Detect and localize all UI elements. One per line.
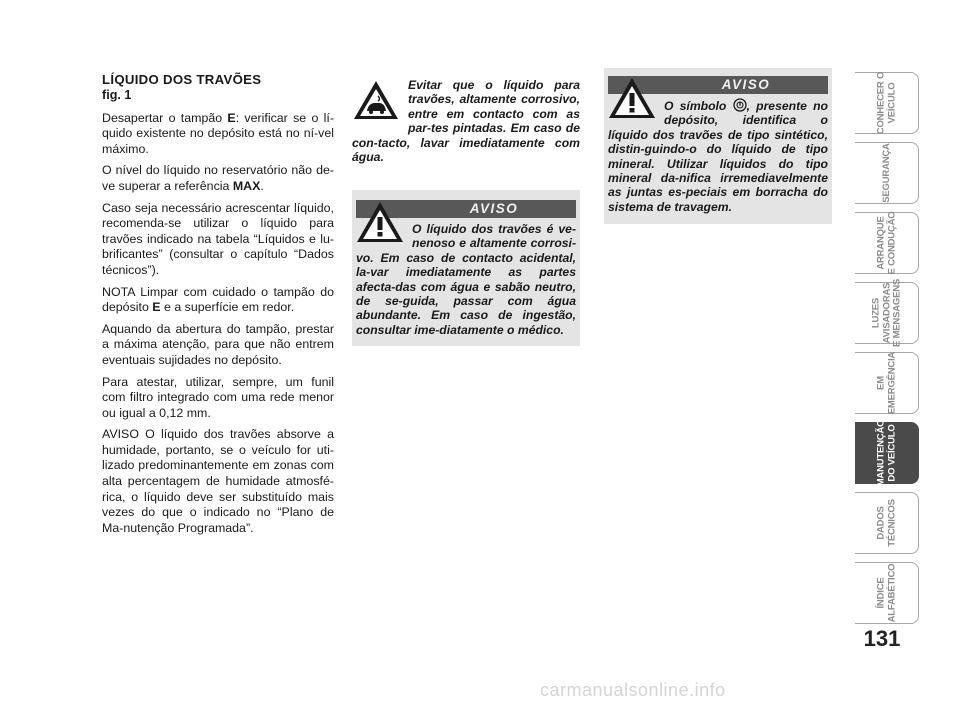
chapter-tab-label: MANUTENÇÃO DO VEÍCULO [875, 419, 897, 487]
cap-label-e-2: E [152, 300, 161, 315]
chapter-tab-label: ÍNDICE ALFABÉTICO [875, 563, 897, 623]
chapter-tab-label: CONHECER O VEÍCULO [875, 71, 897, 135]
symbol-warning-box [604, 68, 832, 224]
warning-triangle-icon [356, 200, 404, 244]
watermark: carmanualsonline.info [540, 680, 726, 700]
max-label: MAX [232, 178, 261, 193]
paragraph-1: Desapertar o tampão E: verificar se o lí-quido existente no depósito está no ní-vel máximo. [102, 110, 335, 156]
aviso-header: AVISO [608, 76, 828, 94]
chapter-tab-2[interactable] [855, 142, 919, 204]
chapter-tab-7[interactable] [855, 492, 919, 554]
chapter-tab-label: EM EMERGÊNCIA [875, 351, 897, 415]
poison-warning-text: O líquido dos travões é ve-nenoso e altamente corrosi-vo. Em caso de contacto acidental, la-var imediatamente as partes afecta-das com água e sabão neutro, de se-guida, passar com água abundante. Em caso de ingestão, consultar ime-diatamente o médico. [356, 222, 576, 337]
paragraph-7: AVISO O líquido dos travões absorve a humidade, portanto, se o veículo for uti-lizado predominantemente em zonas com alta percentagem de humidade atmosfé-rica, o líquido deve ser substituído mais vezes do que o indicado no “Plano de Ma-nutenção Programada”. [102, 427, 334, 535]
cap-label-e: E [227, 110, 236, 125]
section-title: LÍQUIDO DOS TRAVÕES [102, 72, 262, 87]
chapter-tab-label: LUZES AVISADORAS E MENSAGENS [869, 278, 902, 348]
chapter-tab-6[interactable] [855, 419, 919, 487]
paragraph-5: Aquando da abertura do tampão, prestar a máxima atenção, para que não entrem eventuais sujidades no depósito. [102, 321, 334, 367]
warning-triangle-icon [608, 76, 656, 120]
paragraph-6: Para atestar, utilizar, sempre, um funil com filtro integrado com uma rede menor ou igual a 0,12 mm. [102, 374, 334, 420]
chapter-tab-4[interactable] [855, 278, 919, 348]
paragraph-2: O nível do líquido no reservatório não de-ve superar a referência MAX. [102, 163, 334, 193]
chapter-tab-3[interactable] [855, 212, 919, 274]
paint-caution-text: Evitar que o líquido para travões, altamente corrosivo, entre em contacto com as par-tes pintadas. Em caso de con-tacto, lavar imediatamente com água. [352, 78, 580, 165]
paragraph-4: NOTA Limpar com cuidado o tampão do depósito E e a superfície em redor. [102, 284, 334, 315]
poison-warning-box [352, 190, 580, 346]
chapter-tab-label: DADOS TÉCNICOS [875, 499, 897, 547]
paint-caution-box [352, 72, 580, 172]
aviso-header: AVISO [356, 200, 576, 218]
car-paint-caution-icon [352, 78, 400, 122]
chapter-tab-5[interactable] [855, 352, 919, 414]
paragraph-3: Caso seja necessário acrescentar líquido, recomenda-se utilizar o líquido para travões indicado na tabela “Líquidos e lu-brificantes” (consultar o capítulo “Dados técnicos”). [102, 200, 334, 277]
main-text-column [102, 72, 334, 542]
chapter-tab-1[interactable] [855, 72, 919, 134]
figure-reference: fig. 1 [102, 88, 132, 102]
page-number: 131 [863, 626, 901, 651]
synthetic-fluid-symbol-icon [733, 98, 747, 112]
chapter-tab-label: SEGURANÇA [880, 143, 892, 203]
symbol-warning-text: O símbolo , presente no depósito, identifica o líquido dos travões de tipo sintético, distin-guindo-o do líquido de tipo mineral. Utilizar líquidos do tipo mineral da-nifica irremediavelmente as juntas es-peciais em borracha do sistema de travagem. [608, 99, 828, 214]
chapter-tab-8[interactable] [855, 562, 919, 624]
chapter-tab-label: ARRANQUE E CONDUÇÃO [875, 211, 897, 275]
chapter-tabs [855, 72, 919, 632]
